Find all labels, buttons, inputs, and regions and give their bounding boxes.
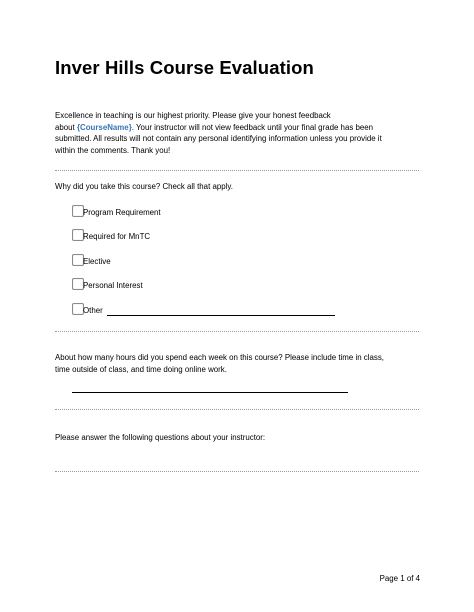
question-instructor-intro: Please answer the following questions about your instructor: bbox=[55, 433, 266, 442]
page-title: Inver Hills Course Evaluation bbox=[55, 57, 314, 78]
option-label: Program Requirement bbox=[83, 208, 161, 217]
other-text-line[interactable] bbox=[107, 315, 335, 316]
question-weekly-hours bbox=[55, 352, 425, 375]
option-label: Required for MnTC bbox=[83, 232, 151, 241]
hours-answer-line[interactable] bbox=[72, 392, 348, 393]
intro-line-2-end: . Your instructor will not view feedback until your final grade has been bbox=[131, 122, 374, 132]
page-number: Page 1 of 4 bbox=[379, 574, 420, 583]
course-name-field: {CourseName} bbox=[76, 122, 132, 132]
intro-line-2-start: about bbox=[55, 122, 77, 132]
option-label: Personal Interest bbox=[83, 281, 143, 290]
option-label: Elective bbox=[83, 257, 111, 266]
question-weekly-hours-line-2: time outside of class, and time doing online work. bbox=[55, 364, 227, 374]
section-divider bbox=[55, 170, 419, 171]
option-label: Other bbox=[83, 306, 103, 315]
section-divider bbox=[55, 471, 419, 472]
section-divider bbox=[55, 331, 419, 332]
question-weekly-hours-line-1: About how many hours did you spend each week on this course? Please include time in class, bbox=[55, 353, 384, 362]
section-divider bbox=[55, 409, 419, 410]
intro-line-2 bbox=[55, 122, 425, 134]
intro-paragraph bbox=[55, 110, 425, 156]
intro-line-3: submitted. All results will not contain any personal identifying information unless you provide it bbox=[55, 134, 382, 144]
intro-line-4: within the comments. Thank you! bbox=[55, 145, 171, 155]
intro-line-1: Excellence in teaching is our highest priority. Please give your honest feedback bbox=[55, 111, 331, 120]
question-course-reason: Why did you take this course? Check all that apply. bbox=[55, 182, 233, 191]
